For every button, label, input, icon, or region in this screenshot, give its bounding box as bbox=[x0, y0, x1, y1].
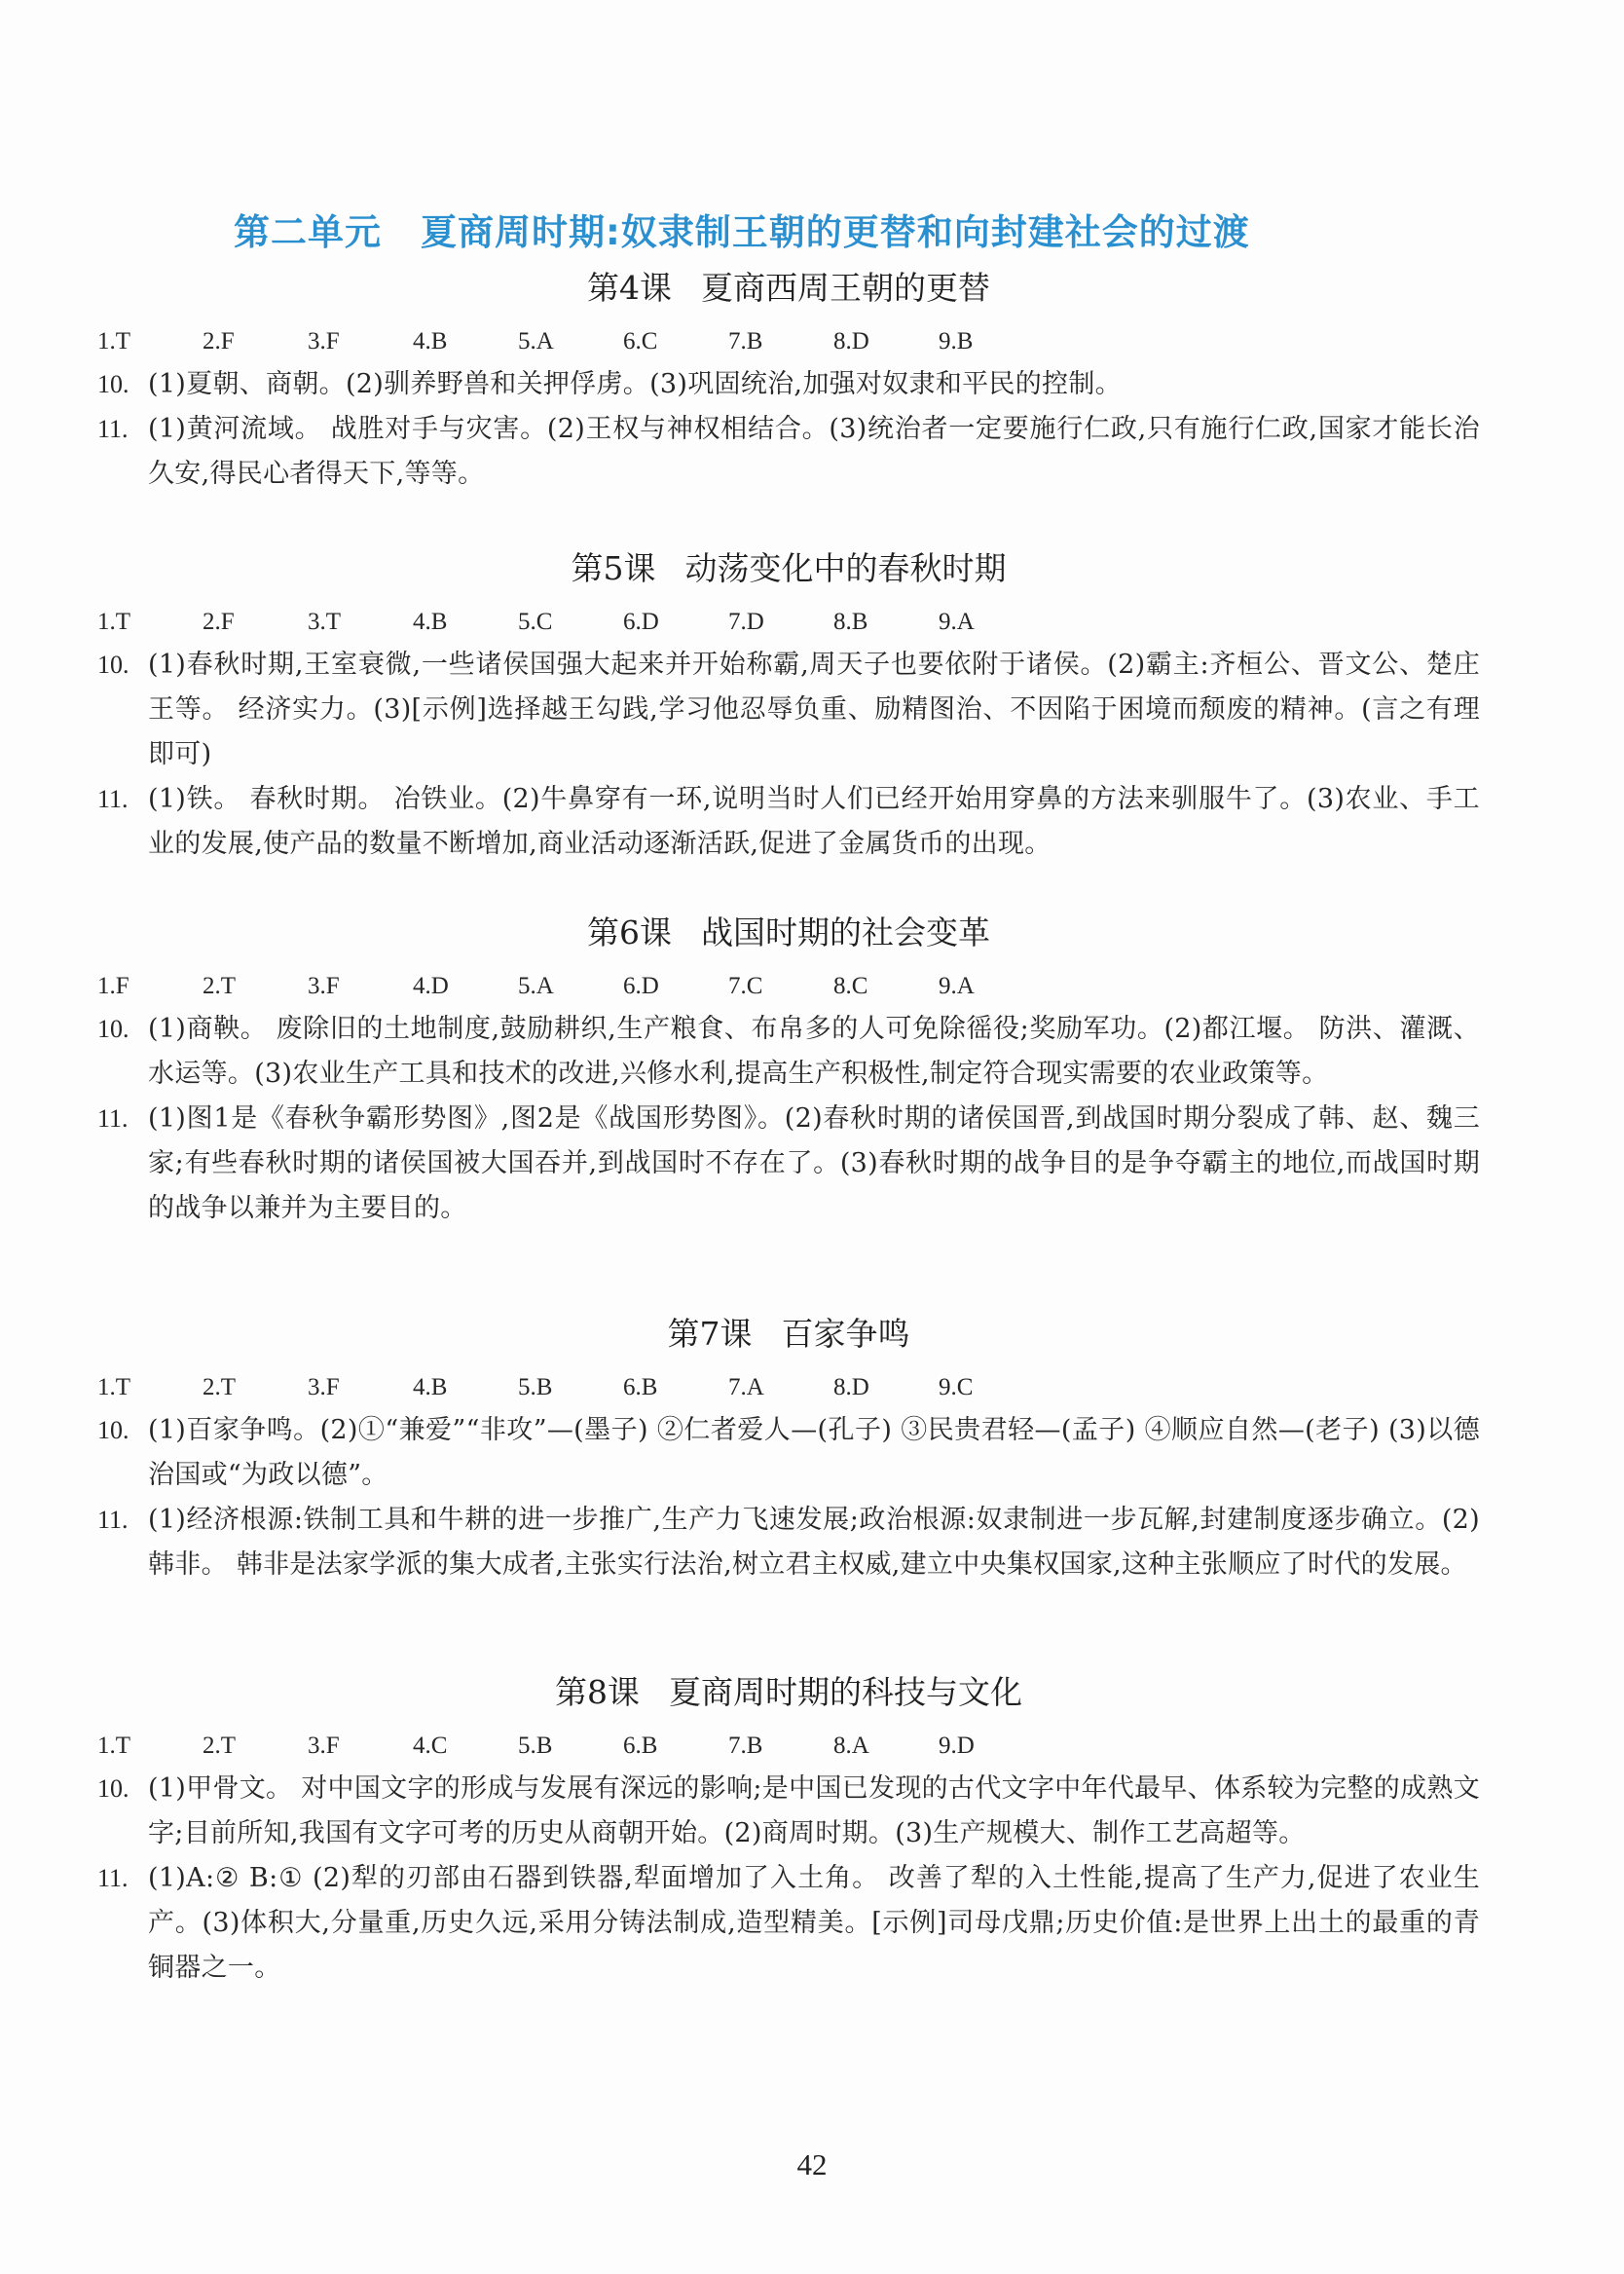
answer-text: (1)商鞅。 废除旧的土地制度,鼓励耕织,生产粮食、布帛多的人可免除徭役;奖励军功。(2)都江堰。 防洪、灌溉、水运等。(3)农业生产工具和技术的改进,兴修水利,提高生产积极性,制定符合现实需要的农业政策等。 bbox=[148, 1014, 1480, 1089]
question-answer bbox=[97, 1007, 1480, 1097]
choice-answer: 2.T bbox=[203, 973, 237, 999]
lesson-title bbox=[97, 1667, 1480, 1726]
choice-answer: 3.F bbox=[308, 328, 340, 354]
lesson-title bbox=[97, 908, 1480, 966]
choice-answer: 4.B bbox=[413, 328, 448, 354]
question-answer bbox=[97, 643, 1480, 777]
choice-answer: 9.C bbox=[939, 1374, 974, 1400]
choice-answer: 1.T bbox=[97, 1733, 131, 1759]
choice-answer: 4.C bbox=[413, 1733, 448, 1759]
lesson-section bbox=[97, 1667, 1480, 1991]
choice-answer: 8.D bbox=[833, 1374, 869, 1400]
choice-answer: 5.B bbox=[518, 1733, 553, 1759]
answer-text: (1)夏朝、商朝。(2)驯养野兽和关押俘虏。(3)巩固统治,加强对奴隶和平民的控制。 bbox=[148, 369, 1122, 399]
lesson-section bbox=[97, 908, 1480, 1231]
choice-answer: 6.B bbox=[623, 1374, 658, 1400]
question-number: 10. bbox=[97, 1774, 129, 1803]
choice-answer: 8.B bbox=[833, 609, 868, 635]
choice-answer: 6.D bbox=[623, 609, 659, 635]
question-answer bbox=[97, 1408, 1480, 1498]
question-number: 11. bbox=[97, 785, 129, 813]
choice-answer: 5.B bbox=[518, 1374, 553, 1400]
question-answer bbox=[97, 777, 1480, 867]
choice-answer: 1.T bbox=[97, 328, 131, 354]
lesson-section bbox=[97, 263, 1480, 497]
lesson-heading: 战国时期的社会变革 bbox=[701, 913, 990, 951]
lesson-label: 第7课 bbox=[667, 1315, 753, 1353]
multiple-choice-answers bbox=[97, 602, 1480, 643]
multiple-choice-answers bbox=[97, 1726, 1480, 1767]
question-answer bbox=[97, 1097, 1480, 1231]
choice-answer: 4.B bbox=[413, 1374, 448, 1400]
answer-text: (1)百家争鸣。(2)①“兼爱”“非攻”—(墨子) ②仁者爱人—(孔子) ③民贵君轻—(孟子) ④顺应自然—(老子) (3)以德治国或“为政以德”。 bbox=[148, 1415, 1480, 1490]
choice-answer: 7.B bbox=[728, 328, 763, 354]
choice-answer: 3.F bbox=[308, 1733, 340, 1759]
choice-answer: 2.F bbox=[203, 609, 235, 635]
page-number: 42 bbox=[796, 2147, 828, 2181]
choice-answer: 5.C bbox=[518, 609, 553, 635]
choice-answer: 1.T bbox=[97, 1374, 131, 1400]
question-number: 10. bbox=[97, 1416, 129, 1444]
answer-text: (1)铁。 春秋时期。 冶铁业。(2)牛鼻穿有一环,说明当时人们已经开始用穿鼻的方法来驯服牛了。(3)农业、手工业的发展,使产品的数量不断增加,商业活动逐渐活跃,促进了金属货币的出现。 bbox=[148, 784, 1480, 859]
choice-answer: 7.D bbox=[728, 609, 764, 635]
choice-answer: 8.C bbox=[833, 973, 868, 999]
question-number: 11. bbox=[97, 1864, 129, 1892]
lesson-label: 第5课 bbox=[571, 549, 656, 587]
unit-heading: 夏商周时期:奴隶制王朝的更替和向封建社会的过渡 bbox=[421, 211, 1250, 253]
choice-answer: 3.T bbox=[308, 609, 342, 635]
choice-answer: 7.A bbox=[728, 1374, 764, 1400]
question-number: 10. bbox=[97, 370, 129, 398]
lesson-heading: 夏商周时期的科技与文化 bbox=[669, 1673, 1022, 1711]
choice-answer: 8.A bbox=[833, 1733, 869, 1759]
multiple-choice-answers bbox=[97, 1367, 1480, 1408]
lesson-heading: 夏商西周王朝的更替 bbox=[701, 269, 990, 307]
choice-answer: 7.B bbox=[728, 1733, 763, 1759]
choice-answer: 9.A bbox=[939, 609, 975, 635]
choice-answer: 6.C bbox=[623, 328, 658, 354]
choice-answer: 8.D bbox=[833, 328, 869, 354]
question-answer bbox=[97, 1856, 1480, 1991]
question-answer bbox=[97, 1767, 1480, 1856]
lesson-title bbox=[97, 543, 1480, 602]
lesson-label: 第8课 bbox=[555, 1673, 640, 1711]
answer-text: (1)A:② B:① (2)犁的刃部由石器到铁器,犁面增加了入土角。 改善了犁的入土性能,提高了生产力,促进了农业生产。(3)体积大,分量重,历史久远,采用分铸法制成,造型精美。[示例]司母戊鼎;历史价值:是世界上出土的最重的青铜器之一。 bbox=[148, 1863, 1480, 1983]
choice-answer: 3.F bbox=[308, 1374, 340, 1400]
lesson-title bbox=[97, 263, 1480, 321]
answer-text: (1)春秋时期,王室衰微,一些诸侯国强大起来并开始称霸,周天子也要依附于诸侯。(2)霸主:齐桓公、晋文公、楚庄王等。 经济实力。(3)[示例]选择越王勾践,学习他忍辱负重、励精图治、不因陷于困境而颓废的精神。(言之有理即可) bbox=[148, 650, 1480, 769]
choice-answer: 2.T bbox=[203, 1733, 237, 1759]
lesson-heading: 动荡变化中的春秋时期 bbox=[684, 549, 1007, 587]
question-number: 11. bbox=[97, 1104, 129, 1133]
choice-answer: 6.B bbox=[623, 1733, 658, 1759]
choice-answer: 2.F bbox=[203, 328, 235, 354]
choice-answer: 9.B bbox=[939, 328, 974, 354]
lesson-heading: 百家争鸣 bbox=[781, 1315, 910, 1353]
choice-answer: 5.A bbox=[518, 328, 554, 354]
choice-answer: 1.T bbox=[97, 609, 131, 635]
lesson-section bbox=[97, 543, 1480, 867]
choice-answer: 4.B bbox=[413, 609, 448, 635]
lesson-label: 第6课 bbox=[587, 913, 672, 951]
choice-answer: 6.D bbox=[623, 973, 659, 999]
answer-text: (1)黄河流域。 战胜对手与灾害。(2)王权与神权相结合。(3)统治者一定要施行仁政,只有施行仁政,国家才能长治久安,得民心者得天下,等等。 bbox=[148, 414, 1480, 489]
answer-text: (1)经济根源:铁制工具和牛耕的进一步推广,生产力飞速发展;政治根源:奴隶制进一步瓦解,封建制度逐步确立。(2)韩非。 韩非是法家学派的集大成者,主张实行法治,树立君主权威,建立中央集权国家,这种主张顺应了时代的发展。 bbox=[148, 1505, 1480, 1580]
question-answer bbox=[97, 1498, 1480, 1587]
multiple-choice-answers bbox=[97, 966, 1480, 1007]
question-number: 10. bbox=[97, 651, 129, 679]
choice-answer: 9.A bbox=[939, 973, 975, 999]
lesson-label: 第4课 bbox=[587, 269, 672, 307]
choice-answer: 4.D bbox=[413, 973, 449, 999]
choice-answer: 9.D bbox=[939, 1733, 975, 1759]
unit-title bbox=[234, 203, 1402, 255]
lesson-title bbox=[97, 1309, 1480, 1367]
multiple-choice-answers bbox=[97, 321, 1480, 362]
answer-text: (1)甲骨文。 对中国文字的形成与发展有深远的影响;是中国已发现的古代文字中年代最早、体系较为完整的成熟文字;目前所知,我国有文字可考的历史从商朝开始。(2)商周时期。(3)生产规模大、制作工艺高超等。 bbox=[148, 1773, 1480, 1848]
question-answer bbox=[97, 407, 1480, 497]
lesson-section bbox=[97, 1309, 1480, 1587]
choice-answer: 2.T bbox=[203, 1374, 237, 1400]
answer-text: (1)图1是《春秋争霸形势图》,图2是《战国形势图》。(2)春秋时期的诸侯国晋,到战国时期分裂成了韩、赵、魏三家;有些春秋时期的诸侯国被大国吞并,到战国时不存在了。(3)春秋时期的战争目的是争夺霸主的地位,而战国时期的战争以兼并为主要目的。 bbox=[148, 1103, 1480, 1223]
question-answer bbox=[97, 362, 1480, 407]
unit-label: 第二单元 bbox=[234, 211, 382, 253]
choice-answer: 7.C bbox=[728, 973, 763, 999]
choice-answer: 1.F bbox=[97, 973, 129, 999]
question-number: 11. bbox=[97, 415, 129, 443]
question-number: 11. bbox=[97, 1506, 129, 1534]
choice-answer: 5.A bbox=[518, 973, 554, 999]
question-number: 10. bbox=[97, 1015, 129, 1043]
choice-answer: 3.F bbox=[308, 973, 340, 999]
